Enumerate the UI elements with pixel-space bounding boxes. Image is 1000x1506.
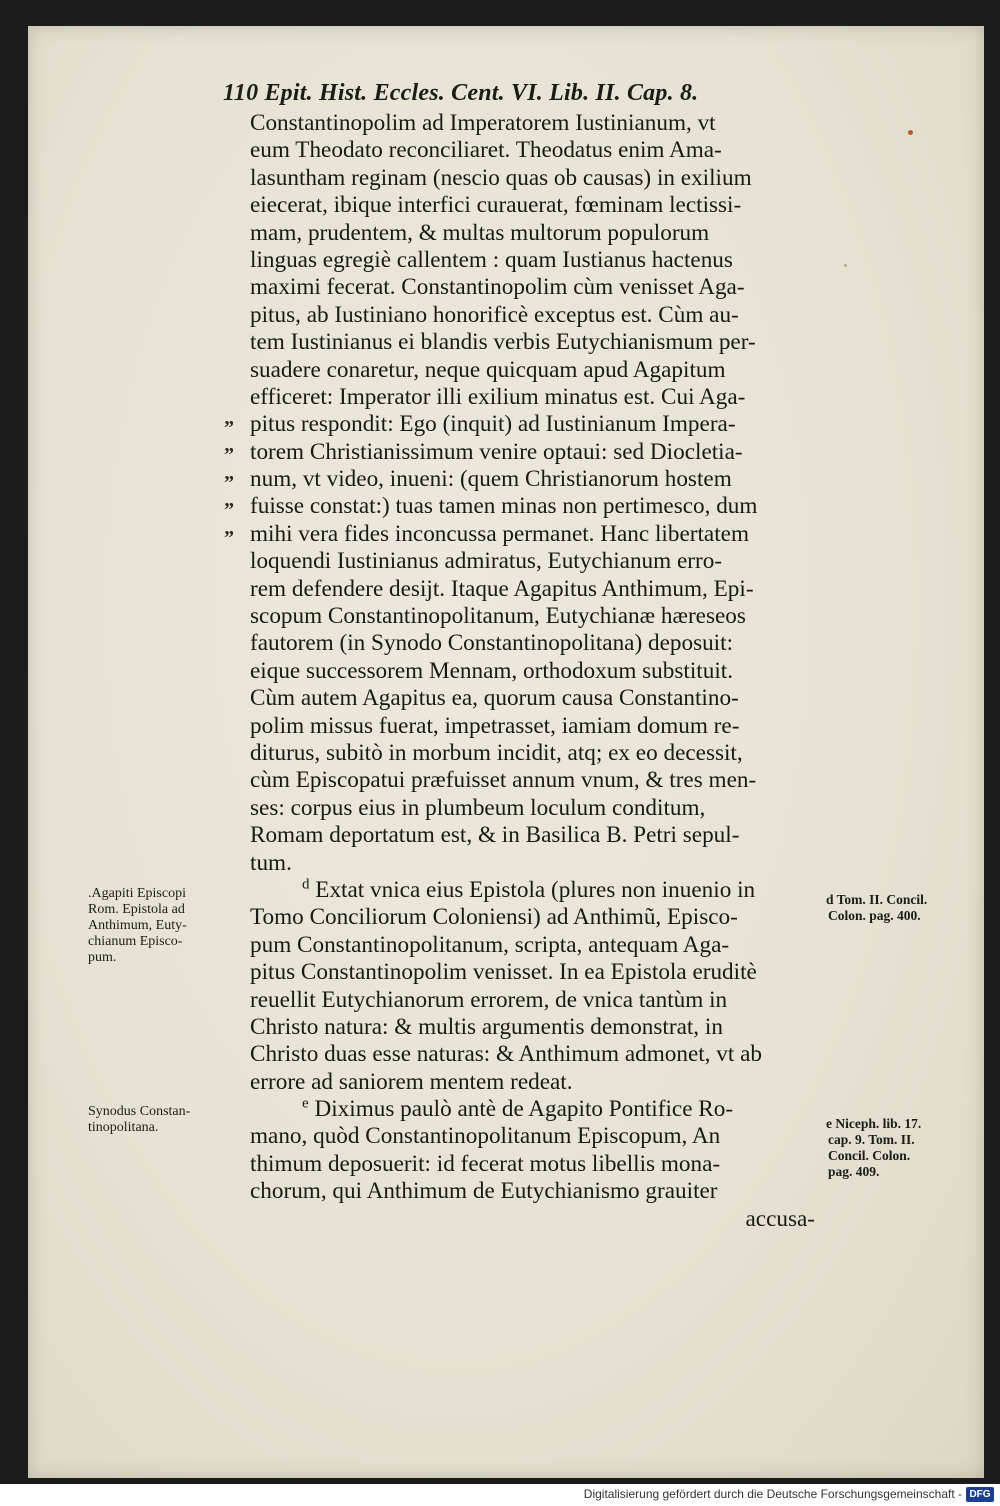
margin-note-line: cap. 9. Tom. II. [828,1132,915,1147]
margin-note-synodus [88,1104,238,1136]
paper-stain [908,130,913,135]
text-line: tum. [250,849,292,876]
paper-stain [844,264,847,267]
footer-bar [0,1484,1000,1506]
text-line: diturus, subitò in morbum incidit, atq; ex eo decessit, [250,739,743,766]
text-line: fuisse constat:) tuas tamen minas non pertimesco, dum [250,493,758,520]
text-line: eiecerat, ibique interfici curauerat, fœminam lectissi- [250,192,742,219]
margin-note-line: Rom. Epistola ad [88,902,185,917]
quote-mark: ” [224,471,234,494]
text-line: Christo duas esse naturas: & Anthimum admonet, vt ab [250,1041,762,1068]
text-line: mano, quòd Constantinopolitanum Episcopum, An [250,1123,721,1150]
text-line: pitus Constantinopolim venisset. In ea Epistola eruditè [250,959,757,986]
text-line: maximi fecerat. Constantinopolim cùm venisset Aga- [250,274,745,301]
margin-note-line: Colon. pag. 400. [828,908,921,923]
text-span: Extat vnica eius Epistola (plures non inuenio in [315,876,756,903]
text-line: cùm Episcopatui præfuisset annum vnum, & tres men- [250,767,757,794]
text-line: Tomo Conciliorum Coloniensi) ad Anthimũ, Episco- [250,904,738,931]
text-line: pitus, ab Iustiniano honorificè exceptus est. Cùm au- [250,301,739,328]
footnote-marker-d: d [302,876,310,893]
running-head: 110 Epit. Hist. Eccles. Cent. VI. Lib. II. Cap. 8. [223,80,699,106]
quote-mark: ” [224,499,234,522]
text-line: Cùm autem Agapitus ea, quorum causa Constantino- [250,685,739,712]
text-line: tem Iustinianus ei blandis verbis Eutychianismum per- [250,329,756,356]
margin-note-line: Concil. Colon. [828,1148,911,1163]
text-line: linguas egregiè callentem : quam Iustianus hactenus [250,246,733,273]
dfg-logo: DFG [966,1487,994,1502]
quotation-margin-marks [224,415,248,552]
text-line: chorum, qui Anthimum de Eutychianismo grauiter [250,1178,718,1205]
text-line-footnote-d [250,877,815,904]
text-line: torem Christianissimum venire optaui: sed Diocletia- [250,438,743,465]
text-line: eique successorem Mennam, orthodoxum substituit. [250,657,733,684]
main-text-block [250,110,815,1233]
text-line: eum Theodato reconciliaret. Theodatus enim Ama- [250,137,722,164]
text-line: suadere conaretur, neque quicquam apud Agapitum [250,356,726,383]
text-line: pitus respondit: Ego (inquit) ad Iustinianum Impera- [250,411,736,438]
text-line: mam, prudentem, & multas multorum populorum [250,219,710,246]
margin-note-reference-e [826,1116,986,1180]
footer-credit: Digitalisierung gefördert durch die Deutsche Forschungsgemeinschaft - [583,1487,962,1501]
text-line: num, vt video, inueni: (quem Christianorum hostem [250,466,732,493]
text-line: scopum Constantinopolitanum, Eutychianæ hæreseos [250,603,746,630]
margin-note-line: d Tom. II. Concil. [826,892,928,907]
margin-note-line: e Niceph. lib. 17. [826,1116,922,1131]
text-line: accusa- [745,1205,815,1232]
margin-note-line: pag. 409. [828,1164,880,1179]
text-line: polim missus fuerat, impetrasset, iamiam domum re- [250,712,740,739]
text-line: Romam deportatum est, & in Basilica B. Petri sepul- [250,822,740,849]
text-line: thimum deposuerit: id fecerat motus libellis mona- [250,1150,721,1177]
margin-note-line: Anthimum, Euty- [88,918,187,933]
quote-mark: ” [224,417,234,439]
text-line: errore ad saniorem mentem redeat. [250,1068,573,1095]
quote-mark: ” [224,444,234,467]
margin-note-line: Synodus Constan- [88,1104,191,1119]
text-line: lasuntham reginam (nescio quas ob causas) in exilium [250,164,752,191]
text-line: reuellit Eutychianorum errorem, de vnica tantùm in [250,986,728,1013]
margin-note-line: .Agapiti Episcopi [88,886,186,901]
text-line: efficeret: Imperator illi exilium minatus est. Cui Aga- [250,383,746,410]
margin-note-line: tinopolitana. [88,1120,159,1135]
text-line: Constantinopolim ad Imperatorem Iustinianum, vt [250,110,716,136]
quote-mark: ” [224,526,234,549]
text-line: loquendi Iustinianus admiratus, Eutychianum erro- [250,548,723,575]
text-line: fautorem (in Synodo Constantinopolitana) deposuit: [250,630,734,657]
text-span: Diximus paulò antè de Agapito Pontifice Ro- [314,1096,734,1123]
text-line: pum Constantinopolitanum, scripta, antequam Aga- [250,931,730,958]
footnote-marker-e: e [302,1096,309,1112]
text-line: ses: corpus eius in plumbeum loculum conditum, [250,794,706,821]
margin-note-agapiti [88,886,238,966]
margin-note-line: pum. [88,950,117,965]
margin-note-line: chianum Episco- [88,934,183,949]
text-line: rem defendere desijt. Itaque Agapitus Anthimum, Epi- [250,575,754,602]
text-line-footnote-e [250,1096,815,1123]
text-line: Christo natura: & multis argumentis demonstrat, in [250,1013,723,1040]
margin-note-reference-d [826,892,986,924]
text-line: mihi vera fides inconcussa permanet. Hanc libertatem [250,520,749,547]
